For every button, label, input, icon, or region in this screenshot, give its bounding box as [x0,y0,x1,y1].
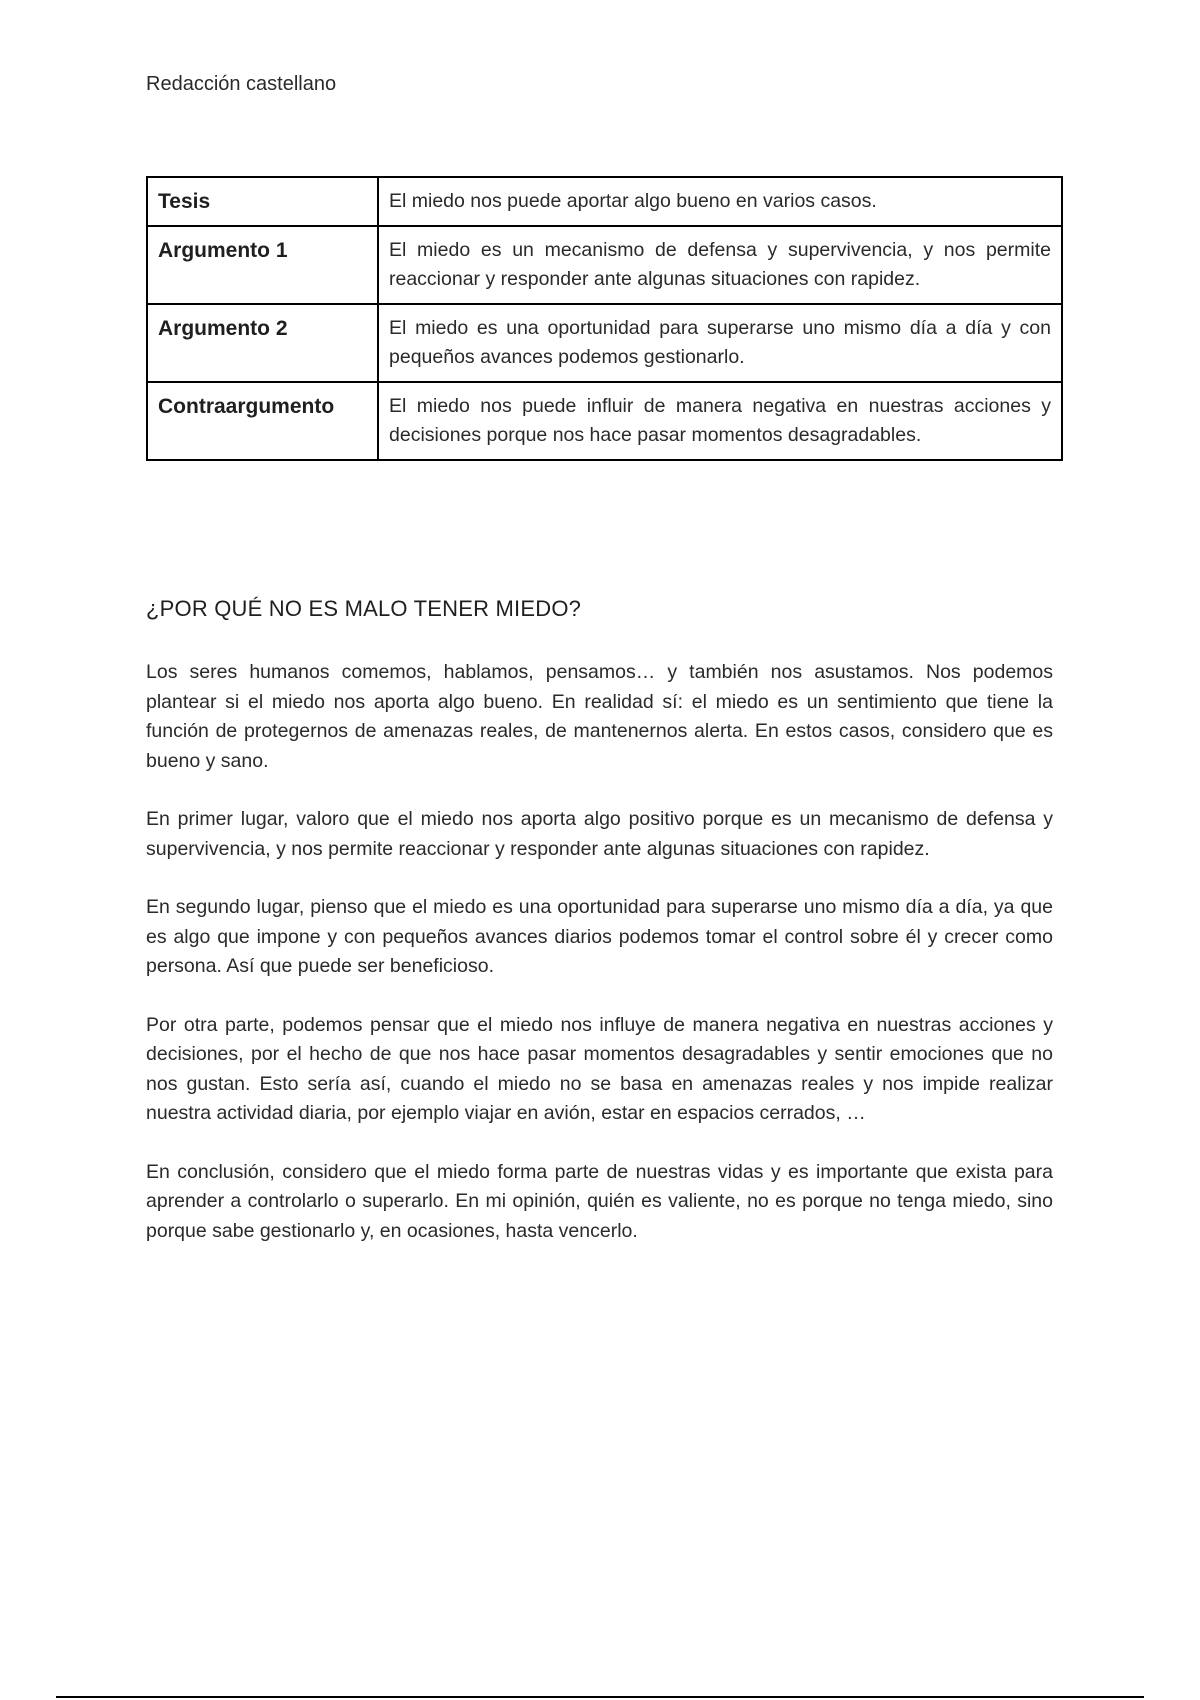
row-text-argumento-2: El miedo es una oportunidad para superarse uno mismo día a día y con pequeños avances podemos gestionarlo. [378,304,1062,382]
table-row [147,177,1062,226]
table-row [147,304,1062,382]
essay-paragraph-argument-2: En segundo lugar, pienso que el miedo es una oportunidad para superarse uno mismo día a día, ya que es algo que impone y con pequeños avances diarios podemos tomar el control sobre él y crecer como persona. Así que puede ser beneficioso. [146,896,1053,977]
page-bottom-divider [56,1696,1144,1698]
row-label-argumento-2: Argumento 2 [147,304,378,382]
essay-title: ¿POR QUÉ NO ES MALO TENER MIEDO? [146,596,582,621]
row-label-tesis: Tesis [147,177,378,226]
row-label-contraargumento: Contraargumento [147,382,378,460]
row-text-contraargumento: El miedo nos puede influir de manera negativa en nuestras acciones y decisiones porque nos hace pasar momentos desagradables. [378,382,1062,460]
argument-summary-table [146,176,1063,461]
row-text-argumento-1: El miedo es un mecanismo de defensa y supervivencia, y nos permite reaccionar y responder ante algunas situaciones con rapidez. [378,226,1062,304]
essay-paragraph-intro: Los seres humanos comemos, hablamos, pensamos… y también nos asustamos. Nos podemos plantear si el miedo nos aporta algo bueno. En realidad sí: el miedo es un sentimiento que tiene la función de protegernos de amenazas reales, de mantenernos alerta. En estos casos, considero que es bueno y sano. [146,661,1053,772]
table-row [147,226,1062,304]
essay-paragraph-counterargument: Por otra parte, podemos pensar que el miedo nos influye de manera negativa en nuestras acciones y decisiones, por el hecho de que nos hace pasar momentos desagradables y sentir emociones que no nos gustan. Esto sería así, cuando el miedo no se basa en amenazas reales y nos impide realizar nuestra actividad diaria, por ejemplo viajar en avión, estar en espacios cerrados, … [146,1013,1053,1124]
row-label-argumento-1: Argumento 1 [147,226,378,304]
essay-paragraph-conclusion: En conclusión, considero que el miedo forma parte de nuestras vidas y es importante que exista para aprender a controlarlo o superarlo. En mi opinión, quién es valiente, no es porque no tenga miedo, sino porque sabe gestionarlo y, en ocasiones, hasta vencerlo. [146,1160,1053,1242]
document-header: Redacción castellano [146,73,337,95]
table-row [147,382,1062,460]
essay-paragraph-argument-1: En primer lugar, valoro que el miedo nos aporta algo positivo porque es un mecanismo de defensa y supervivencia, y nos permite reaccionar y responder ante algunas situaciones con rapidez. [146,808,1053,860]
essay-body [146,658,1053,1275]
row-text-tesis: El miedo nos puede aportar algo bueno en varios casos. [378,177,1062,226]
